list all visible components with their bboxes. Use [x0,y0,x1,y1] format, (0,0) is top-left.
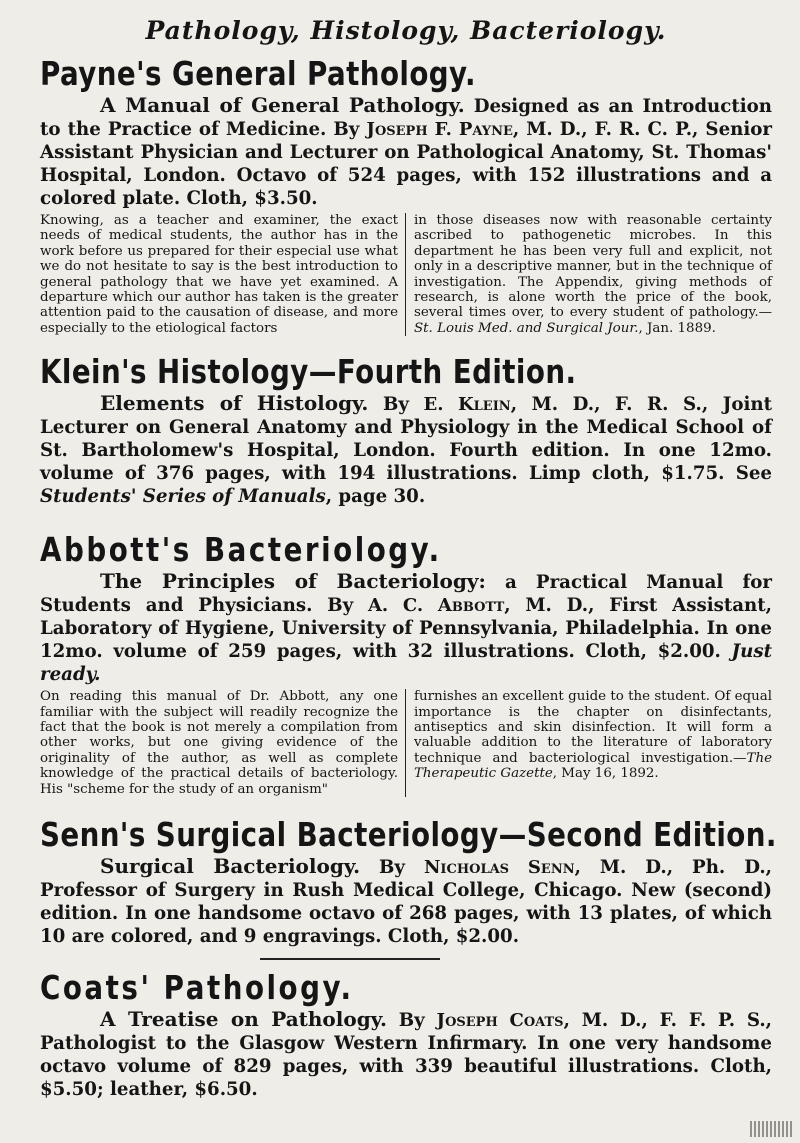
review-date: , Jan. 1889. [638,320,716,336]
review-text: furnishes an excellent guide to the student. Of equal importance is the chapter on disinfectants, antiseptics and skin disinfection. It will form a valuable addition to the literature of laboratory technique and bacteriological investigation.— [414,689,772,766]
heading-senn: Senn's Surgical Bacteriology—Second Edition. [40,815,777,855]
review-payne [40,213,772,336]
section-coats [40,968,772,1101]
lead-title: A Treatise on Pathology. [100,1006,387,1031]
review-right-column [406,213,772,336]
author-name: Nicholas Senn [423,857,575,879]
author-name: Joseph F. Payne [366,119,513,140]
text: By [360,857,424,879]
text: , M. D., F. R. C. P., Senior Assistant Physician and Lecturer on Pathological Anatomy, St. Thomas' Hospital, London. Octavo of 524 pages, with 152 illustrations and a colored plate. Cloth, $3.50. [40,119,772,209]
review-abbott [40,689,772,797]
author-name: A. C. Abbott [367,595,505,617]
review-source: The Therapeutic Gazette [414,750,772,782]
lead-title: Surgical Bacteriology. [100,854,361,879]
description-abbott [40,570,772,686]
heading-abbott: Abbott's Bacteriology. [40,530,442,570]
author-name: Joseph Coats [436,1009,564,1031]
text: , M. D., First Assistant, Laboratory of Hygiene, University of Pennsylvania, Philadelphia. In one 12mo. volume of 259 pages, with 32 illustrations. Cloth, $2.00. [40,595,772,663]
heading-payne: Payne's General Pathology. [40,54,476,93]
section-payne [40,54,772,336]
text: , page 30. [325,486,426,508]
description-klein [40,392,772,508]
text: Designed as an Introduction to the Practice of Medicine. By [40,96,772,140]
lead-title: The Principles of Bacteriology: [100,569,486,594]
divider-rule [260,958,440,960]
review-left-column: On reading this manual of Dr. Abbott, any one familiar with the subject will readily recognize the fact that the book is not merely a compilation from other works, but one giving evidence of the originality of the author, as well as complete knowledge of the practical details of bacteriology. His "scheme for the study of an organism" [40,689,406,797]
text: By [368,394,424,416]
text: , M. D., Ph. D., Professor of Surgery in Rush Medical College, Chicago. New (second) edition. In one handsome octavo of 268 pages, with 13 plates, of which 10 are colored, and 9 engravings. Cloth, $2.00. [40,857,772,948]
description-coats [40,1008,772,1101]
review-left-column: Knowing, as a teacher and examiner, the exact needs of medical students, the author has in the work before us prepared for their especial use what we do not hesitate to say is the best introduction to general pathology that we have yet examined. A departure which our author has taken is the greater attention paid to the causation of disease, and more especially to the etiological factors [40,213,406,336]
review-date: , May 16, 1892. [552,766,659,782]
review-text: in those diseases now with reasonable certainty ascribed to pathogenetic microbes. In this department he has been very full and explicit, not only in a descriptive manner, but in the technique of investigation. The Appendix, giving methods of research, is alone worth the price of the book, several times over, to every student of pathology.— [414,213,772,321]
text: By [386,1009,437,1031]
text: a Practical Manual for Students and Physicians. By [40,572,772,617]
description-payne [40,94,772,210]
section-abbott [40,530,772,797]
review-source: St. Louis Med. and Surgical Jour. [414,320,639,336]
heading-klein: Klein's Histology—Fourth Edition. [40,352,577,392]
running-head: Pathology, Histology, Bacteriology. [145,16,667,45]
section-senn [40,815,777,948]
section-klein [40,352,772,508]
lead-title: Elements of Histology. [100,391,369,416]
heading-coats: Coats' Pathology. [40,967,354,1007]
library-stamp-mark [750,1121,794,1137]
review-right-column [406,689,772,797]
description-senn [40,855,772,948]
lead-title: A Manual of General Pathology. [100,93,465,117]
author-name: E. Klein [423,394,511,416]
series-reference: Students' Series of Manuals [40,486,326,508]
text: , M. D., F. F. P. S., Pathologist to the Glasgow Western Infirmary. In one very handsome octavo volume of 829 pages, with 339 beautiful illustrations. Cloth, $5.50; leather, $6.50. [40,1009,772,1100]
text: , M. D., F. R. S., Joint Lecturer on General Anatomy and Physiology in the Medical School of St. Bartholomew's Hospital, London. Fourth edition. In one 12mo. volume of 376 pages, with 194 illustrations. Limp cloth, $1.75. See [40,394,773,485]
availability-note: Just ready. [40,641,772,686]
